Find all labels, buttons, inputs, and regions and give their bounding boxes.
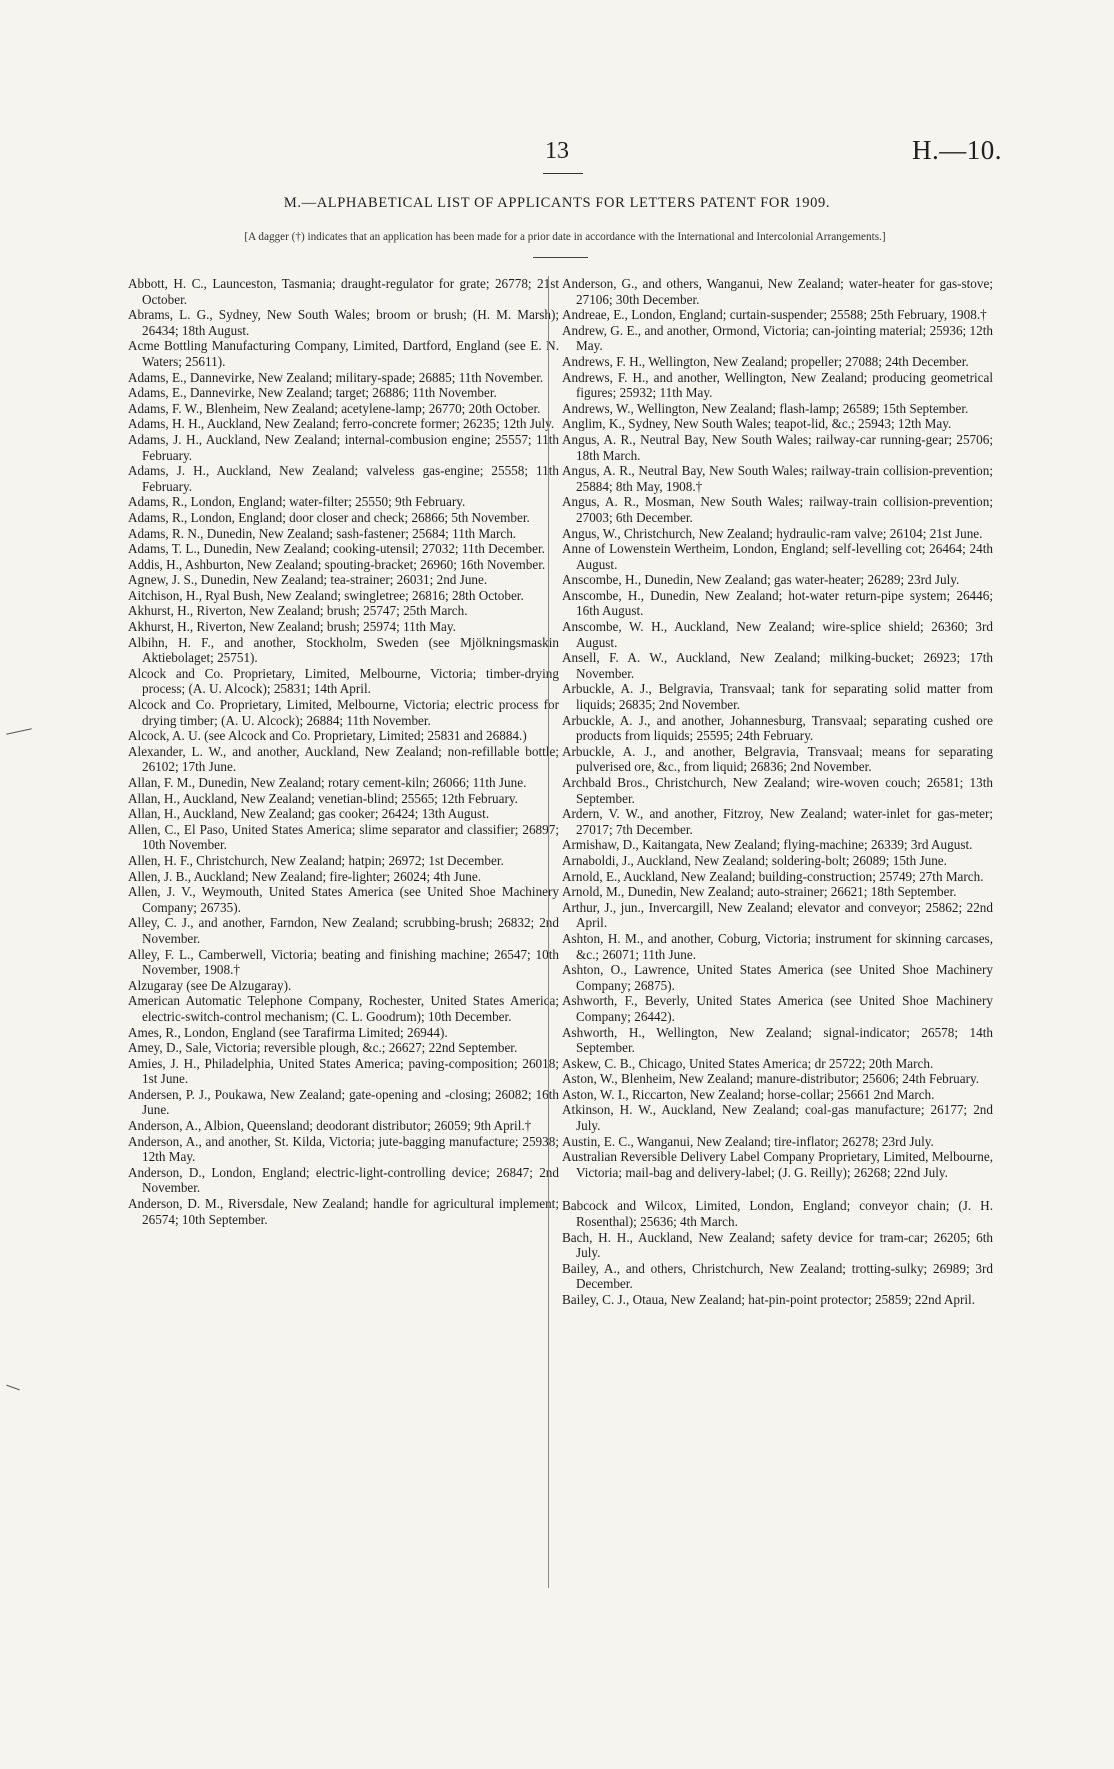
applicant-entry: Andrews, F. H., Wellington, New Zealand; propeller; 27088; 24th December. — [562, 353, 969, 369]
margin-mark — [6, 728, 32, 734]
applicant-entry: Babcock and Wilcox, Limited, London, England; conveyor chain; (J. H. Rosenthal); 25636; 4th March. — [562, 1198, 993, 1230]
applicant-entry: Ashworth, F., Beverly, United States America (see United Shoe Machinery Company; 26442). — [562, 993, 993, 1024]
section-title: M.—ALPHABETICAL LIST OF APPLICANTS FOR LETTERS PATENT FOR 1909. — [283, 195, 831, 211]
applicant-entry: Ames, R., London, England (see Tarafirma Limited; 26944). — [128, 1024, 448, 1040]
applicant-entry: Adams, R., London, England; water-filter; 25550; 9th February. — [128, 494, 466, 510]
applicant-entry: Bailey, A., and others, Christchurch, New Zealand; trotting-sulky; 26989; 3rd December. — [562, 1260, 993, 1292]
applicant-entry: Allan, H., Auckland, New Zealand; gas cooker; 26424; 13th August. — [128, 806, 490, 822]
applicant-entry: Angus, W., Christchurch, New Zealand; hydraulic-ram valve; 26104; 21st June. — [562, 525, 983, 541]
applicant-entry: Amies, J. H., Philadelphia, United States America; paving-composition; 26018; 1st June. — [128, 1055, 559, 1087]
applicant-entry: Anne of Lowenstein Wertheim, London, England; self-levelling cot; 26464; 24th August. — [562, 541, 993, 572]
applicant-entry: Allan, H., Auckland, New Zealand; venetian-blind; 25565; 12th February. — [128, 790, 518, 806]
applicant-entry: Aston, W., Blenheim, New Zealand; manure-distributor; 25606; 24th February. — [562, 1071, 980, 1087]
applicant-entry: Albihn, H. F., and another, Stockholm, Sweden (see Mjölkningsmaskin Aktiebolaget; 25751). — [128, 634, 559, 666]
applicant-entry: Alcock and Co. Proprietary, Limited, Melbourne, Victoria; electric process for drying timber; (A. U. Alcock); 26884; 11th November. — [128, 697, 559, 728]
applicant-entry: Ashworth, H., Wellington, New Zealand; signal-indicator; 26578; 14th September. — [562, 1024, 993, 1056]
applicant-entry: Arbuckle, A. J., and another, Johannesburg, Transvaal; separating cushed ore products from liquids; 25595; 24th February. — [562, 712, 993, 744]
applicant-entry: Abrams, L. G., Sydney, New South Wales; broom or brush; (H. M. Marsh); 26434; 18th August. — [128, 307, 559, 338]
applicant-entry: Akhurst, H., Riverton, New Zealand; brush; 25974; 11th May. — [128, 619, 456, 635]
header-rule — [543, 173, 583, 174]
applicant-entry: Amey, D., Sale, Victoria; reversible plough, &c.; 26627; 22nd September. — [128, 1040, 518, 1056]
applicant-entry: Andrews, W., Wellington, New Zealand; flash-lamp; 26589; 15th September. — [562, 400, 969, 416]
applicant-entry: Anderson, D., London, England; electric-light-controlling device; 26847; 2nd November. — [128, 1164, 559, 1196]
applicant-entry: Arnaboldi, J., Auckland, New Zealand; soldering-bolt; 26089; 15th June. — [562, 852, 947, 868]
note-rule — [533, 257, 588, 258]
applicant-entry: Alcock and Co. Proprietary, Limited, Melbourne, Victoria; timber-drying process; (A. U. Alcock); 25831; 14th April. — [128, 665, 559, 697]
applicant-entry: Ashton, H. M., and another, Coburg, Victoria; instrument for skinning carcases, &c.; 26071; 11th June. — [562, 930, 993, 962]
applicant-entry: American Automatic Telephone Company, Rochester, United States America; electric-switch-control mechanism; (C. L. Goodrum); 10th December. — [128, 993, 559, 1024]
applicant-entry: Archbald Bros., Christchurch, New Zealand; wire-woven couch; 26581; 13th September. — [562, 775, 993, 806]
applicant-entry: Arthur, J., jun., Invercargill, New Zealand; elevator and conveyor; 25862; 22nd April. — [562, 899, 993, 931]
applicant-entry: Aston, W. I., Riccarton, New Zealand; horse-collar; 25661 2nd March. — [562, 1086, 935, 1102]
applicant-entry: Arnold, E., Auckland, New Zealand; building-construction; 25749; 27th March. — [562, 868, 984, 884]
applicant-entry: Alley, C. J., and another, Farndon, New Zealand; scrubbing-brush; 26832; 2nd November. — [128, 915, 559, 946]
applicant-entry: Andrews, F. H., and another, Wellington, New Zealand; producing geometrical figures; 25932; 11th May. — [562, 369, 993, 401]
applicant-entry: Aitchison, H., Ryal Bush, New Zealand; swingletree; 26816; 28th October. — [128, 587, 524, 603]
applicant-entry: Ansell, F. A. W., Auckland, New Zealand; milking-bucket; 26923; 17th November. — [562, 650, 993, 681]
applicant-entry: Angus, A. R., Neutral Bay, New South Wales; railway-train collision-prevention; 25884; 8th May, 1908.† — [562, 463, 993, 494]
applicant-entry: Acme Bottling Manufacturing Company, Limited, Dartford, England (see E. N. Waters; 25611). — [128, 338, 559, 369]
applicant-entry: Ashton, O., Lawrence, United States America (see United Shoe Machinery Company; 26875). — [562, 962, 993, 993]
applicant-entry: Akhurst, H., Riverton, New Zealand; brush; 25747; 25th March. — [128, 603, 468, 619]
applicant-entry: Abbott, H. C., Launceston, Tasmania; draught-regulator for grate; 26778; 21st October. — [128, 276, 559, 307]
applicant-entry: Angus, A. R., Neutral Bay, New South Wales; railway-car running-gear; 25706; 18th March. — [562, 431, 993, 463]
applicant-entry: Addis, H., Ashburton, New Zealand; spouting-bracket; 26960; 16th November. — [128, 556, 546, 572]
applicant-entry: Askew, C. B., Chicago, United States America; dr 25722; 20th March. — [562, 1055, 934, 1071]
applicant-entry: Andreae, E., London, England; curtain-suspender; 25588; 25th February, 1908.† — [562, 307, 987, 323]
applicant-entry: Anglim, K., Sydney, New South Wales; teapot-lid, &c.; 25943; 12th May. — [562, 416, 952, 432]
applicant-entry: Allan, F. M., Dunedin, New Zealand; rotary cement-kiln; 26066; 11th June. — [128, 775, 527, 790]
applicant-entry: Anscombe, W. H., Auckland, New Zealand; wire-splice shield; 26360; 3rd August. — [562, 619, 993, 650]
applicant-entry: Alcock, A. U. (see Alcock and Co. Proprietary, Limited; 25831 and 26884.) — [128, 728, 527, 744]
applicant-entry: Adams, R., London, England; door closer and check; 26866; 5th November. — [128, 509, 530, 525]
applicant-entry: Australian Reversible Delivery Label Company Proprietary, Limited, Melbourne, Victoria; mail-bag and delivery-label; (J. G. Reilly); 26268; 22nd July. — [562, 1149, 993, 1180]
applicant-entry: Andersen, P. J., Poukawa, New Zealand; gate-opening and -closing; 26082; 16th June. — [128, 1086, 559, 1118]
applicant-entry: Anderson, G., and others, Wanganui, New Zealand; water-heater for gas-stove; 27106; 30th December. — [562, 276, 993, 307]
left-column — [128, 276, 559, 1227]
applicant-entry: Adams, F. W., Blenheim, New Zealand; acetylene-lamp; 26770; 20th October. — [128, 400, 541, 416]
applicant-entry: Bach, H. H., Auckland, New Zealand; safety device for tram-car; 26205; 6th July. — [562, 1229, 993, 1261]
applicant-entry: Bailey, C. J., Otaua, New Zealand; hat-pin-point protector; 25859; 22nd April. — [562, 1292, 975, 1307]
applicant-entry: Austin, E. C., Wanganui, New Zealand; tire-inflator; 26278; 23rd July. — [562, 1133, 934, 1149]
applicant-entry: Alexander, L. W., and another, Auckland, New Zealand; non-refillable bottle; 26102; 17th June. — [128, 743, 559, 775]
applicant-entry: Agnew, J. S., Dunedin, New Zealand; tea-strainer; 26031; 2nd June. — [128, 572, 488, 588]
document-reference: H.—10. — [912, 135, 1002, 165]
applicant-entry: Anscombe, H., Dunedin, New Zealand; hot-water return-pipe system; 26446; 16th August. — [562, 587, 993, 619]
applicant-entry: Andrew, G. E., and another, Ormond, Victoria; can-jointing material; 25936; 12th May. — [562, 322, 993, 354]
applicant-entry: Arnold, M., Dunedin, New Zealand; auto-strainer; 26621; 18th September. — [562, 884, 957, 900]
applicant-entry: Anderson, A., and another, St. Kilda, Victoria; jute-bagging manufacture; 25938; 12th May. — [128, 1133, 559, 1165]
applicant-entry: Adams, E., Dannevirke, New Zealand; military-spade; 26885; 11th November. — [128, 369, 544, 385]
dagger-note: [A dagger (†) indicates that an application has been made for a prior date in accordance with the International and Intercolonial Arrangements.] — [244, 231, 886, 243]
applicant-entry: Alley, F. L., Camberwell, Victoria; beating and finishing machine; 26547; 10th November, 1908.† — [128, 946, 559, 978]
applicant-entry: Adams, J. H., Auckland, New Zealand; internal-combusion engine; 25557; 11th February. — [128, 431, 559, 463]
applicant-entry: Allen, H. F., Christchurch, New Zealand; hatpin; 26972; 1st December. — [128, 852, 504, 868]
applicant-entry: Anderson, A., Albion, Queensland; deodorant distributor; 26059; 9th April.† — [128, 1118, 532, 1134]
applicant-entry: Armishaw, D., Kaitangata, New Zealand; flying-machine; 26339; 3rd August. — [562, 837, 973, 853]
applicant-entry: Angus, A. R., Mosman, New South Wales; railway-train collision-prevention; 27003; 6th December. — [562, 494, 993, 525]
applicant-entry: Adams, J. H., Auckland, New Zealand; valveless gas-engine; 25558; 11th February. — [128, 463, 559, 494]
applicant-entry: Adams, R. N., Dunedin, New Zealand; sash-fastener; 25684; 11th March. — [128, 525, 517, 541]
column-divider — [548, 276, 549, 1588]
page-number: 13 — [545, 138, 569, 164]
applicant-entry: Alzugaray (see De Alzugaray). — [128, 977, 292, 993]
applicant-entry: Arbuckle, A. J., and another, Belgravia, Transvaal; means for separating pulverised ore, &c., from liquid; 26836; 2nd November. — [562, 743, 993, 775]
applicant-entry: Allen, J. V., Weymouth, United States America (see United Shoe Machinery Company; 26735). — [128, 884, 559, 915]
applicant-entry: Adams, E., Dannevirke, New Zealand; target; 26886; 11th November. — [128, 385, 497, 401]
applicant-entry: Adams, H. H., Auckland, New Zealand; ferro-concrete former; 26235; 12th July. — [128, 416, 555, 432]
applicant-entry: Ardern, V. W., and another, Fitzroy, New Zealand; water-inlet for gas-meter; 27017; 7th December. — [562, 806, 993, 837]
applicant-entry: Anscombe, H., Dunedin, New Zealand; gas water-heater; 26289; 23rd July. — [562, 572, 960, 588]
applicant-entry: Allen, C., El Paso, United States America; slime separator and classifier; 26897; 10th November. — [128, 821, 559, 853]
applicant-entry: Allen, J. B., Auckland; New Zealand; fire-lighter; 26024; 4th June. — [128, 868, 482, 884]
applicant-entry: Atkinson, H. W., Auckland, New Zealand; coal-gas manufacture; 26177; 2nd July. — [562, 1102, 993, 1134]
margin-mark — [6, 1385, 19, 1391]
right-column — [562, 276, 993, 1308]
applicant-entry: Adams, T. L., Dunedin, New Zealand; cooking-utensil; 27032; 11th December. — [128, 541, 545, 557]
applicant-entry: Anderson, D. M., Riversdale, New Zealand; handle for agricultural implement; 26574; 10th September. — [128, 1196, 559, 1227]
applicant-entry: Arbuckle, A. J., Belgravia, Transvaal; tank for separating solid matter from liquids; 26835; 2nd November. — [562, 681, 993, 713]
